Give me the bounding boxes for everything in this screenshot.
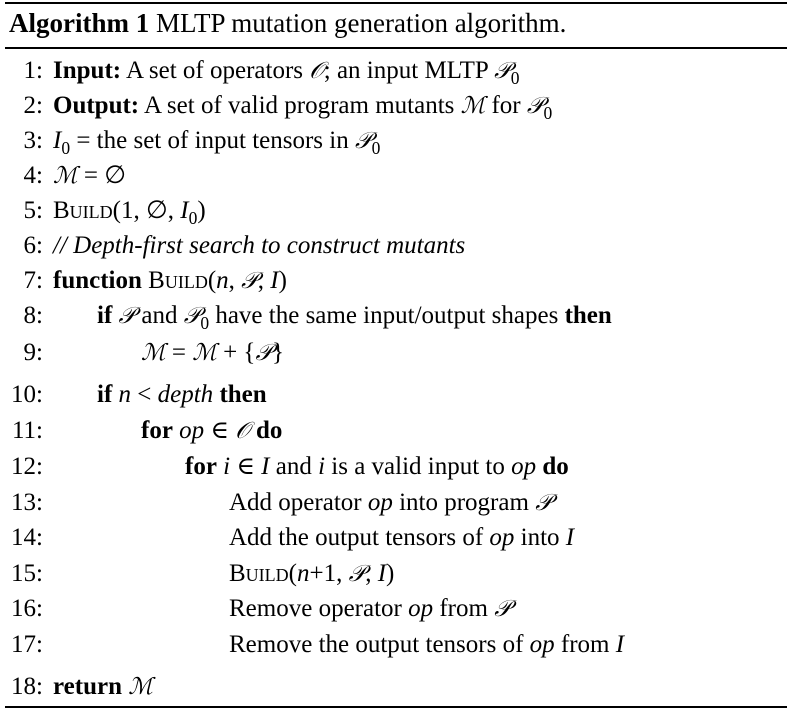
title-rule [5, 47, 787, 49]
line-body: Add the output tensors of op into I [229, 524, 575, 551]
line-number: 7: [23, 267, 43, 294]
line-number: 14: [11, 524, 43, 551]
line-body: for op ∈ 𝒪 do [141, 417, 283, 444]
top-rule [5, 2, 787, 4]
line-number: 17: [11, 631, 43, 658]
line-body: Remove operator op from 𝒫 [229, 595, 511, 622]
line-number: 8: [23, 302, 43, 329]
function-name: Build [53, 197, 113, 224]
algorithm-title [9, 6, 566, 40]
keyword-input: Input: [53, 57, 122, 84]
line-number: 9: [23, 339, 43, 366]
line-body: ℳ = ℳ + {𝒫} [141, 339, 285, 366]
line-body: Build(1, ∅, $I_0$) [53, 197, 206, 228]
line-number: 1: [23, 57, 43, 84]
algorithm-label: Algorithm 1 [9, 8, 150, 38]
line-number: 2: [23, 92, 43, 119]
line-number: 10: [11, 381, 43, 408]
line-body: ℳ = ∅ [53, 162, 126, 189]
line-body: return ℳ [53, 673, 153, 700]
line-number: 18: [11, 673, 43, 700]
line-body: for i ∈ I and i is a valid input to op do [185, 453, 569, 480]
line-number: 15: [11, 560, 43, 587]
line-body: if 𝒫 and 𝒫$_0$ have the same input/output shapes then [97, 302, 612, 333]
keyword-output: Output: [53, 92, 140, 119]
line-body: if n < depth then [97, 381, 267, 408]
line-body: Build(n+1, 𝒫, I) [229, 560, 395, 587]
line-number: 13: [11, 489, 43, 516]
line-body: Input: A set of operators 𝒪; an input MLTP 𝒫$_0$ [53, 57, 520, 88]
line-body: Output: A set of valid program mutants ℳ for 𝒫$_0$ [53, 92, 553, 123]
line-number: 5: [23, 197, 43, 224]
line-body: function Build(n, 𝒫, I) [53, 267, 287, 294]
line-number: 4: [23, 162, 43, 189]
subscript: 0 [510, 68, 520, 88]
line-body: Remove the output tensors of op from I [229, 631, 625, 658]
bottom-rule [5, 706, 787, 708]
line-body: $I_0$ = the set of input tensors in 𝒫$_0$ [53, 127, 381, 158]
subscript: 0 [543, 103, 553, 123]
line-body: Add operator op into program 𝒫 [229, 489, 552, 516]
line-number: 12: [11, 453, 43, 480]
line-number: 16: [11, 595, 43, 622]
comment: // Depth-first search to construct mutants [53, 232, 466, 259]
line-number: 11: [11, 417, 43, 444]
line-number: 3: [23, 127, 43, 154]
algorithm-caption: MLTP mutation generation algorithm. [155, 8, 567, 38]
line-number: 6: [23, 232, 43, 259]
